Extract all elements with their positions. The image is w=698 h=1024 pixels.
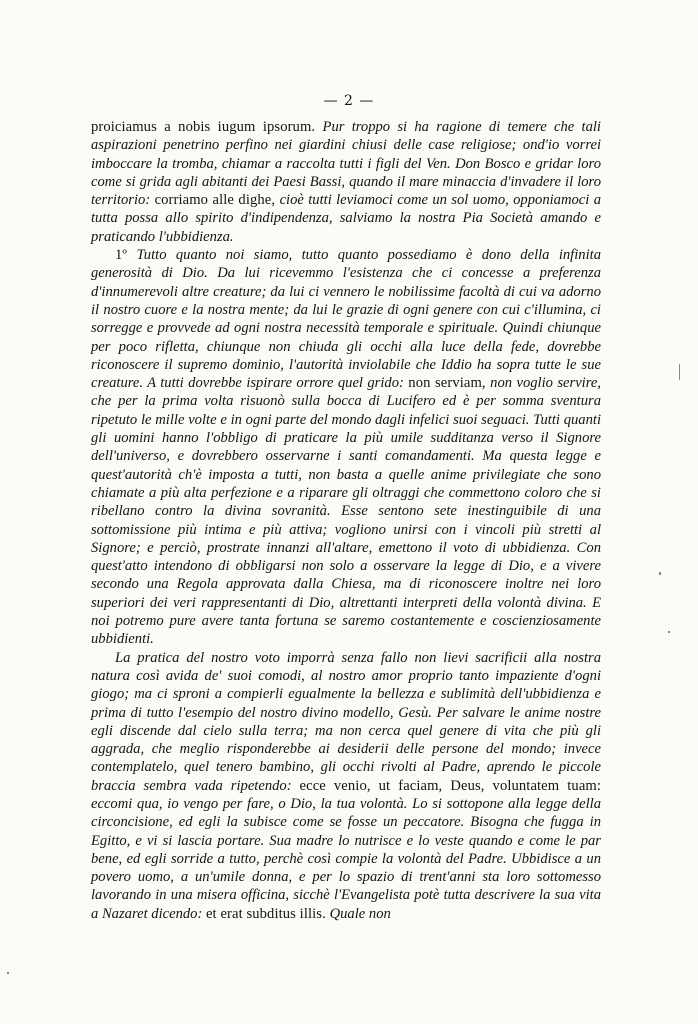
margin-speck bbox=[679, 364, 680, 380]
text-run: 1º bbox=[115, 247, 137, 264]
text-run: cioè tutti leviamoci come un sol uomo, opponiamoci a tutta possa allo spirito d'indipendenza, salviamo la nostra Pia Società amando e praticando l'ubbidienza. bbox=[91, 192, 602, 245]
text-run: proiciamus a nobis iugum ipsorum. bbox=[91, 119, 323, 135]
text-run: et erat subditus illis. bbox=[205, 905, 330, 922]
text-run: Quale non bbox=[329, 905, 391, 922]
margin-speck bbox=[659, 572, 661, 575]
text-run: non voglio servire, che per la prima volta risuonò sulla bocca di Lucifero ed è per somma sventura ripetuto le mille volte e in ogni parte del mondo dagli infelici suoi seguaci. Tutti quanti gli uomini hanno l'obbligo di praticare la più umile sudditanza verso il Signore dell'universo, e dovrebbero osservarne i santi comandamenti. Ma questa legge e quest'autorità ch'è imposta a tutti, non basta a quelle anime privilegiate che sono chiamate a più alta perfezione e a riparare gli oltraggi che commettono coloro che si ribellano contro la divina sovranità. Esse sentono sete inestinguibile di una sottomissione più intima e più attiva; vogliono unirsi con i vincoli più stretti al Signore; e perciò, prostrate innanzi all'altare, emettono il voto di ubbidienza. Con quest'atto intendono di obbligarsi non solo a osservare la legge di Dio, e a vivere secondo una Regola approvata dalla Chiesa, ma di riconoscere inoltre nei loro superiori dei veri rappresentanti di Dio, altrettanti interpreti della volontà divina. E noi potremo pure avere tanta fortuna se saremo costantemente e coscienziosamente ubbidienti. bbox=[91, 375, 601, 648]
text-run: eccomi qua, io vengo per fare, o Dio, la tua volontà. Lo si sottopone alla legge della circoncisione, ed egli la subisce come se fosse un peccatore. Bisogna che fugga in Egitto, e vi si lascia portare. Sua madre lo nutrisce e lo veste quando e come le par bene, ed egli sorride a tutto, perchè così compie la volontà del Padre. Ubbidisce a un povero uomo, a un'umile donna, e per lo spazio di trent'anni sta loro sottomesso lavorando in una misera officina, sicchè l'Evangelista potè tutta descrivere la sua vita a Nazaret dicendo: bbox=[91, 795, 601, 922]
page-number: — 2 — bbox=[323, 93, 375, 109]
paragraph-1 bbox=[91, 118, 601, 246]
text-run: La pratica del nostro voto imporrà senza fallo non lievi sacrificii alla nostra natura così avida de' suoi comodi, al nostro amor proprio tanto impaziente d'ogni giogo; ma ci sproni a compierli egualmente la bellezza e sublimità dell'ubbidienza e prima di tutto l'esempio del nostro divino modello, Gesù. Per salvare le anime nostre egli discende dal cielo sulla terra; ma non cerca quel genere di vita che più gli aggrada, che meglio risponderebbe ai desiderii delle persone del mondo; invece contemplatelo, quel tenero bambino, gli occhi rivolti al Padre, aprendo le piccole braccia sembra vada ripetendo: bbox=[91, 649, 601, 794]
text-run: ecce venio, ut faciam, Deus, voluntatem tuam: bbox=[299, 777, 601, 794]
margin-speck bbox=[668, 631, 670, 633]
text-run: corriamo alle dighe, bbox=[154, 192, 280, 209]
text-run: Tutto quanto noi siamo, tutto quanto possediamo è dono della infinita generosità di Dio. Da lui ricevemmo l'esistenza che ci concesse a preferenza d'innumerevoli altre creature; da lui ci vennero le nobilissime facoltà di cui va adorno il nostro cuore e la nostra mente; da lui le grazie di ogni genere con cui c'illumina, ci sorregge e provvede ad ogni nostra necessità temporale e spirituale. Quindi chiunque per poco rifletta, chiunque non chiuda gli occhi alla luce della fede, dovrebbe riconoscere il supremo dominio, l'autorità inviolabile che Iddio ha sopra tutte le sue creature. A tutti dovrebbe ispirare orrore quel grido: bbox=[91, 247, 601, 392]
paragraph-2 bbox=[91, 246, 601, 649]
paragraph-3 bbox=[91, 649, 601, 923]
margin-speck bbox=[7, 972, 9, 974]
body-text bbox=[91, 118, 601, 923]
text-run: Pur troppo si ha ragione di temere che tali aspirazioni penetrino perfino nei giardini chiusi delle case religiose; ond'io vorrei imboccare la tromba, chiamar a raccolta tutti i figli del Ven. Don Bosco e gridar loro come si grida agli abitanti dei Paesi Bassi, quando il mare minaccia d'invadere il loro territorio: bbox=[91, 119, 601, 209]
text-run: non serviam, bbox=[408, 375, 491, 392]
